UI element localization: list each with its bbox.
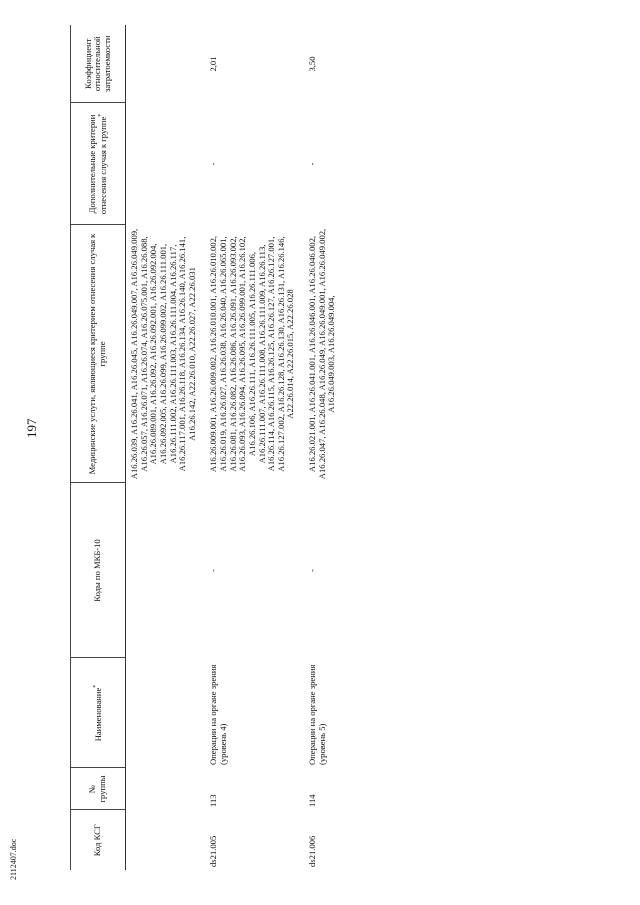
cell-name: Операции на органе зрения (уровень 5) [307, 664, 327, 765]
cell-mkb: - [208, 569, 219, 572]
file-name: 2112407.doc [9, 838, 18, 880]
cell-mkb: - [307, 569, 317, 572]
cell-services: A16.26.039, A16.26.041, A16.26.045, A16.26.049.007, A16.26.049.009, A16.26.057, A16.26.071, A16.26.074, A16.26.075.001, A16.26.088, A16.26.089.001, A16.26.092, A16.26.092.001, A16.26.092.004, A16.26.092.005, A16.26.099, A16.26.099.002, A16.26.111.001, A16.26.111.002, A16.26.111.003, A16.26.111.004, A16.26.117, A16.26.117.001, A16.26.118, A16.26.134, A16.26.140, A16.26.141, A16.26.142, A22.26.010, A22.26.027, A22.26.031 [129, 228, 197, 480]
cell-coefficient: 3,50 [307, 56, 317, 72]
cell-code: ds21.006 [307, 835, 317, 867]
cell-mkb [126, 483, 206, 658]
ksg-table [70, 25, 345, 870]
cell-name: Операции на органе зрения (уровень 4) [208, 664, 228, 765]
page-number: 197 [24, 418, 39, 438]
header-code: Код КСГ [71, 810, 126, 870]
cell-number [126, 768, 206, 810]
table-row [304, 25, 345, 870]
header-additional-mark: * [97, 113, 104, 117]
cell-additional: - [208, 162, 219, 166]
cell-additional [126, 103, 206, 225]
cell-name [126, 658, 206, 768]
ksg-table-container [70, 25, 585, 870]
cell-number: 113 [208, 794, 219, 807]
cell-coefficient: 2,01 [208, 56, 219, 72]
cell-services: A16.26.021.001, A16.26.041.001, A16.26.046.001, A16.26.046.002, A16.26.047, A16.26.048, A16.26.049, A16.26.049.001, A16.26.049.002, A16.26.049.003, A16.26.049.004, [307, 228, 337, 480]
cell-additional: - [307, 162, 317, 166]
header-additional [71, 103, 126, 225]
header-coefficient: Коэффициент относительной затратоемкости [71, 25, 126, 103]
header-name [71, 658, 126, 768]
cell-services: A16.26.009.001, A16.26.009.002, A16.26.010.001, A16.26.010.002, A16.26.019, A16.26.027, A16.26.038, A16.26.040, A16.26.065.001, A16.26.081, A16.26.082, A16.26.086, A16.26.091, A16.26.093.002, A16.26.093, A16.26.094, A16.26.095, A16.26.099.001, A16.26.102, A16.26.106, A16.26.111, A16.26.111.005, A16.26.111.006, A16.26.111.007, A16.26.111.008, A16.26.111.009, A16.26.113, A16.26.114, A16.26.115, A16.26.125, A16.26.127, A16.26.127.001, A16.26.127.002, A16.26.128, A16.26.130, A16.26.131, A16.26.146, A22.26.014, A22.26.015, A22.26.028 [208, 235, 296, 473]
table-row [126, 25, 206, 870]
cell-code: ds21.005 [208, 835, 219, 867]
cell-coefficient [126, 25, 206, 103]
cell-code [126, 810, 206, 870]
header-additional-label: Дополнительные критерии отнесения случая к группе [86, 114, 108, 215]
header-mkb: Коды по МКБ-10 [71, 483, 126, 658]
header-name-label: Наименование [92, 687, 103, 742]
header-services: Медицинские услуги, являющиеся критерием отнесения случая к группе [71, 225, 126, 483]
header-name-mark: * [92, 684, 99, 688]
header-number: № группы [71, 768, 126, 810]
cell-number: 114 [307, 794, 317, 807]
table-header-row [71, 25, 126, 870]
table-row [205, 25, 304, 870]
